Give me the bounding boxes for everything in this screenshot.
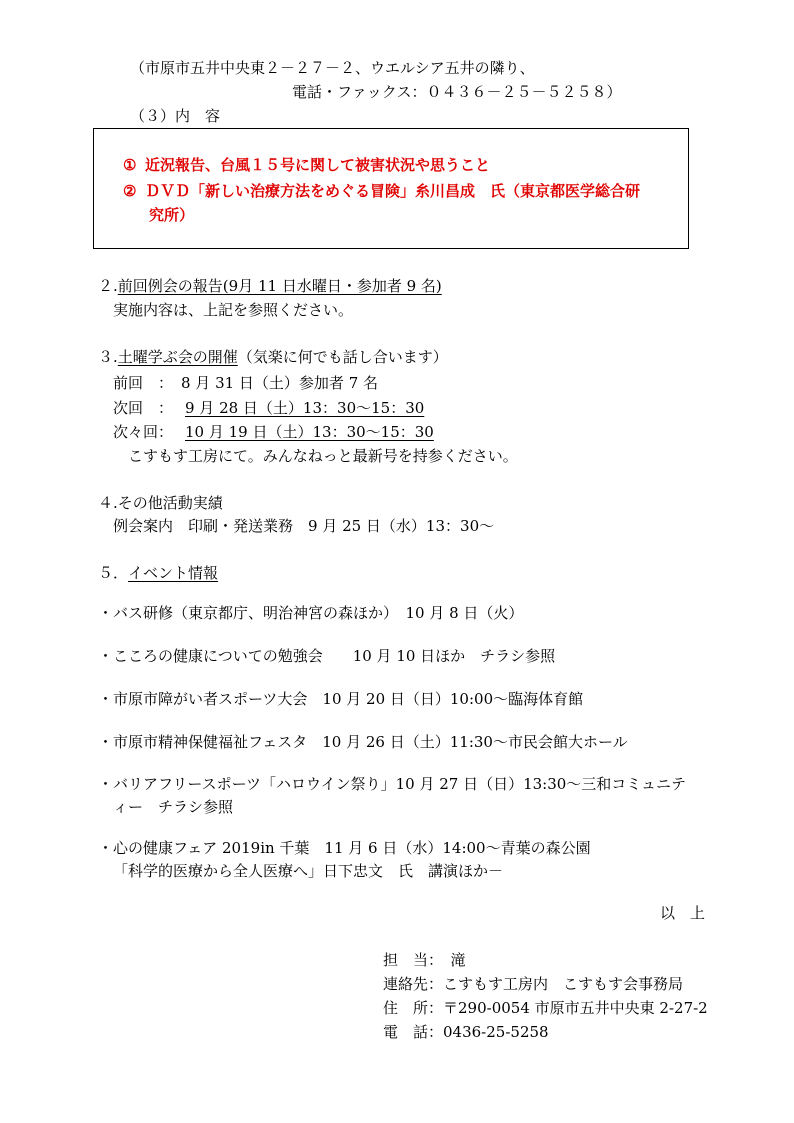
- schedule-after-next: [113, 422, 434, 442]
- event-item: ・バリアフリースポーツ「ハロウイン祭り」10 月 27 日（日）13:30～三和コミュニテ: [98, 775, 687, 793]
- section-number: ２.: [98, 277, 118, 295]
- event-item: ・こころの健康についての勉強会 10 月 10 日ほか チラシ参照: [98, 647, 556, 665]
- address-line-1: （市原市五井中央東２－２７－２、ウエルシア五井の隣り、: [130, 59, 535, 77]
- section-2-body: 実施内容は、上記を参照ください。: [113, 301, 354, 319]
- item-text: ＤＶＤ「新しい治療方法をめぐる冒険」糸川昌成 氏（東京都医学総合研: [145, 182, 641, 200]
- contact-address: 住 所：〒290-0054 市原市五井中央東 2-27-2: [383, 999, 708, 1017]
- event-item: ・バス研修（東京都庁、明治神宮の森ほか） 10 月 8 日（火）: [98, 604, 524, 622]
- schedule-label: 次々回：: [113, 423, 174, 441]
- section-title-detail: （気楽に何でも話し合います）: [237, 348, 448, 366]
- section-title: 前回例会の報告: [117, 277, 223, 295]
- schedule-value: 8 月 31 日（土）参加者 7 名: [181, 374, 379, 392]
- section-number: ５．: [98, 564, 129, 582]
- section-5-heading: [98, 563, 218, 583]
- section-title-detail: (9月 11 日水曜日・参加者 9 名): [222, 277, 442, 295]
- contents-heading: （３）内 容: [130, 107, 221, 125]
- schedule-value: 10 月 19 日（土）13：30～15：30: [185, 423, 434, 441]
- contact-office: 連絡先：こすもす工房内 こすもす会事務局: [383, 975, 684, 993]
- event-item-continued: 「科学的医療から全人医療へ」日下忠文 氏 講演ほか－: [113, 862, 504, 880]
- closing-text: 以 上: [660, 904, 706, 922]
- event-item: ・市原市障がい者スポーツ大会 10 月 20 日（日）10:00～臨海体育館: [98, 690, 584, 708]
- section-4-heading: ４.その他活動実績: [98, 494, 223, 512]
- event-item: ・心の健康フェア 2019in 千葉 11 月 6 日（水）14:00～青葉の森公園: [98, 839, 591, 857]
- schedule-label: 前回 ：: [113, 374, 174, 392]
- item-text: 近況報告、台風１５号に関して被害状況や思うこと: [145, 156, 491, 174]
- contact-staff: 担 当： 滝: [383, 951, 466, 969]
- section-3-note: こすもす工房にて。みんなねっと最新号を持参ください。: [128, 447, 518, 465]
- address-line-2: 電話・ファックス：０４３６－２５－５２５８）: [292, 83, 622, 101]
- section-2-heading: [98, 276, 442, 296]
- section-3-heading: [98, 347, 448, 367]
- section-number: ３.: [98, 348, 118, 366]
- section-title: イベント情報: [128, 564, 219, 582]
- schedule-previous: [113, 373, 378, 393]
- schedule-label: 次回 ：: [113, 399, 174, 417]
- schedule-value: 9 月 28 日（土）13：30～15：30: [185, 399, 425, 417]
- event-item-continued: ィー チラシ参照: [113, 798, 234, 816]
- schedule-next: [113, 398, 424, 418]
- contents-item-2: [123, 181, 640, 201]
- section-4-body: 例会案内 印刷・発送業務 9 月 25 日（水）13：30～: [113, 517, 495, 535]
- contents-item-2-continued: 究所）: [149, 206, 195, 224]
- section-title: 土曜学ぶ会の開催: [117, 348, 238, 366]
- item-number: ②: [123, 182, 137, 200]
- contents-item-1: [123, 155, 490, 175]
- item-number: ①: [123, 156, 137, 174]
- event-item: ・市原市精神保健福祉フェスタ 10 月 26 日（土）11:30～市民会館大ホール: [98, 733, 628, 751]
- contact-phone: 電 話：0436-25-5258: [383, 1023, 549, 1041]
